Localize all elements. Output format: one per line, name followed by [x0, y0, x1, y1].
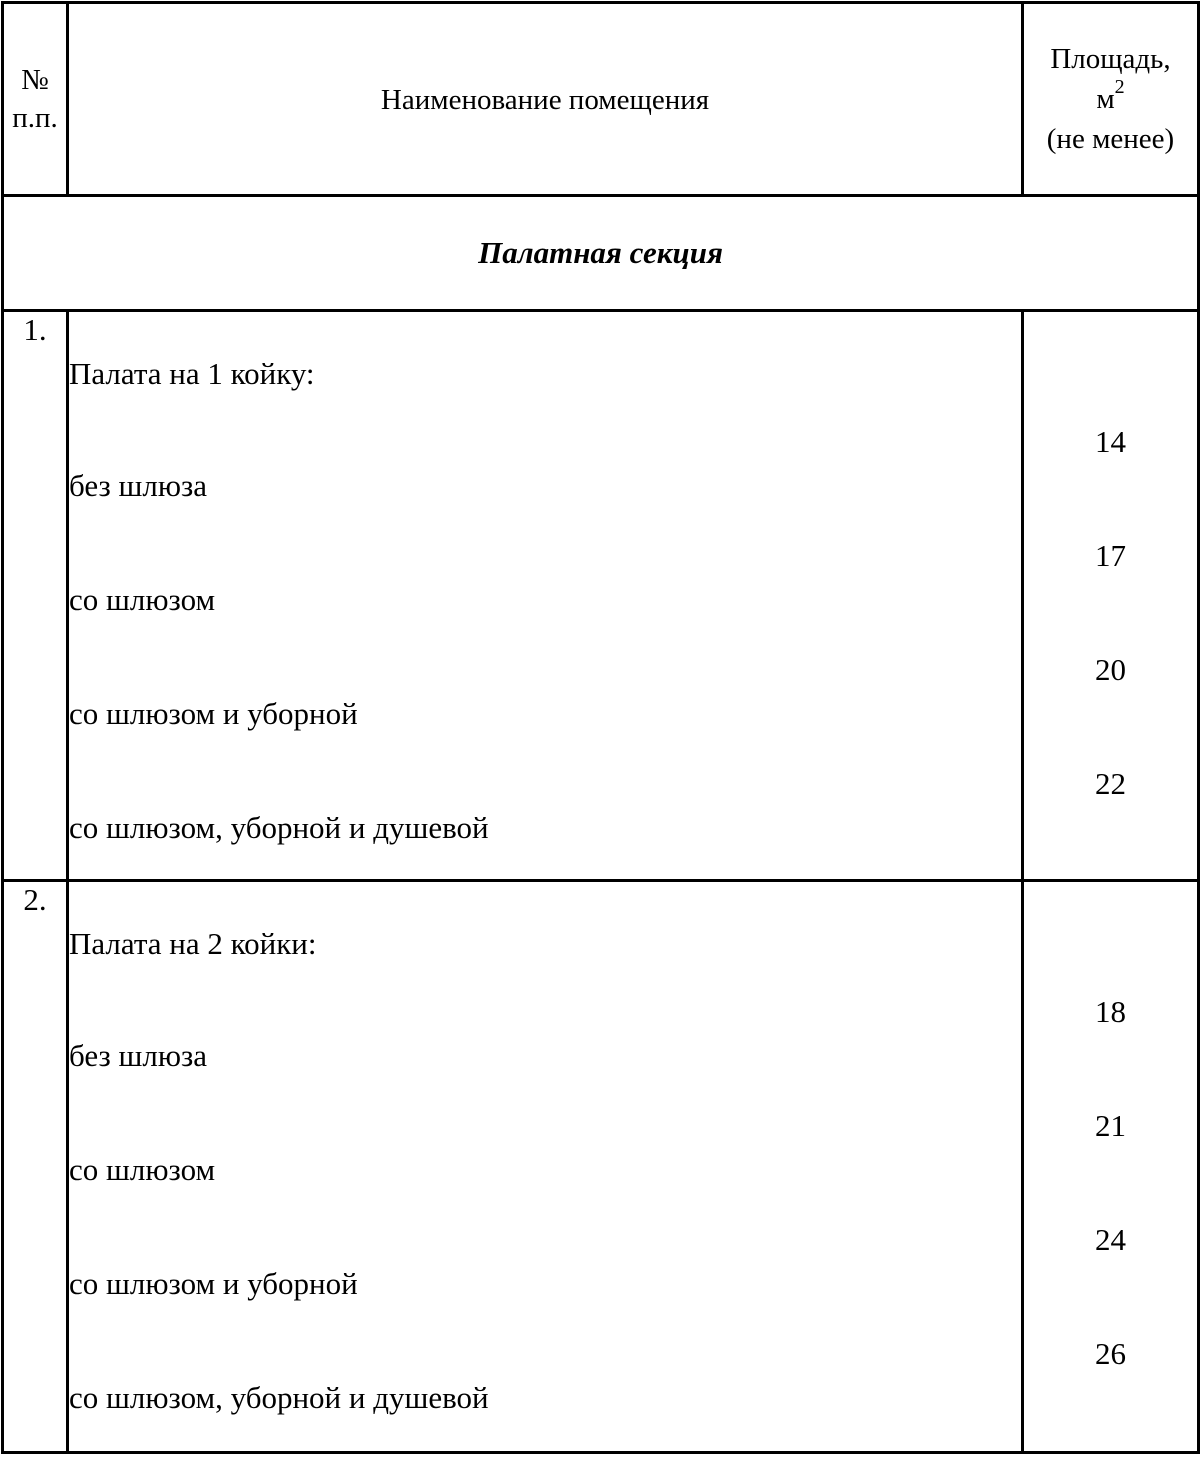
room-variant-name: без шлюза	[69, 1038, 208, 1073]
header-area-unit: м	[1096, 83, 1115, 115]
header-num-label	[12, 64, 58, 134]
header-name-cell	[68, 3, 1023, 196]
room-area-value: 26	[1095, 1336, 1126, 1371]
area-spacer	[1024, 882, 1197, 918]
row-area-cell	[1023, 881, 1199, 1453]
room-variant-name: со шлюзом	[69, 1152, 216, 1187]
room-area-value: 24	[1095, 1222, 1126, 1257]
room-variant-name: со шлюзом и уборной	[69, 696, 358, 731]
row-number: 2.	[3, 881, 68, 1453]
header-area-label	[1024, 39, 1197, 159]
table-row	[3, 881, 1199, 1453]
header-num-abbr: п.п.	[12, 102, 58, 134]
room-variant-name: со шлюзом	[69, 582, 216, 617]
room-variant-name: без шлюза	[69, 468, 208, 503]
row-name-cell	[68, 311, 1023, 881]
room-area-value: 20	[1095, 652, 1126, 687]
room-area-value: 18	[1095, 994, 1126, 1029]
room-variant-name: со шлюзом, уборной и душевой	[69, 1380, 489, 1415]
row-number: 1.	[3, 311, 68, 881]
room-area-table	[1, 1, 1200, 1454]
room-area-value: 17	[1095, 538, 1126, 573]
group-title: Палата на 1 койку:	[69, 356, 315, 391]
room-area-value: 14	[1095, 424, 1126, 459]
area-spacer	[1024, 312, 1197, 348]
header-num-symbol: №	[21, 64, 49, 96]
header-name-label: Наименование помещения	[380, 83, 710, 116]
room-area-value: 22	[1095, 766, 1126, 801]
room-variant-name: со шлюзом, уборной и душевой	[69, 810, 489, 845]
row-name-cell	[68, 881, 1023, 1453]
table-header-row	[3, 3, 1199, 196]
section-title: Палатная секция	[3, 196, 1199, 311]
header-area-cell	[1023, 3, 1199, 196]
room-area-value: 21	[1095, 1108, 1126, 1143]
header-num-cell	[3, 3, 68, 196]
header-area-line3: (не менее)	[1046, 123, 1175, 155]
group-title: Палата на 2 койки:	[69, 926, 317, 961]
row-area-cell	[1023, 311, 1199, 881]
header-area-line1: Площадь,	[1050, 43, 1171, 75]
section-row	[3, 196, 1199, 311]
table-row	[3, 311, 1199, 881]
header-area-unit-sup: 2	[1114, 76, 1125, 99]
room-variant-name: со шлюзом и уборной	[69, 1266, 358, 1301]
